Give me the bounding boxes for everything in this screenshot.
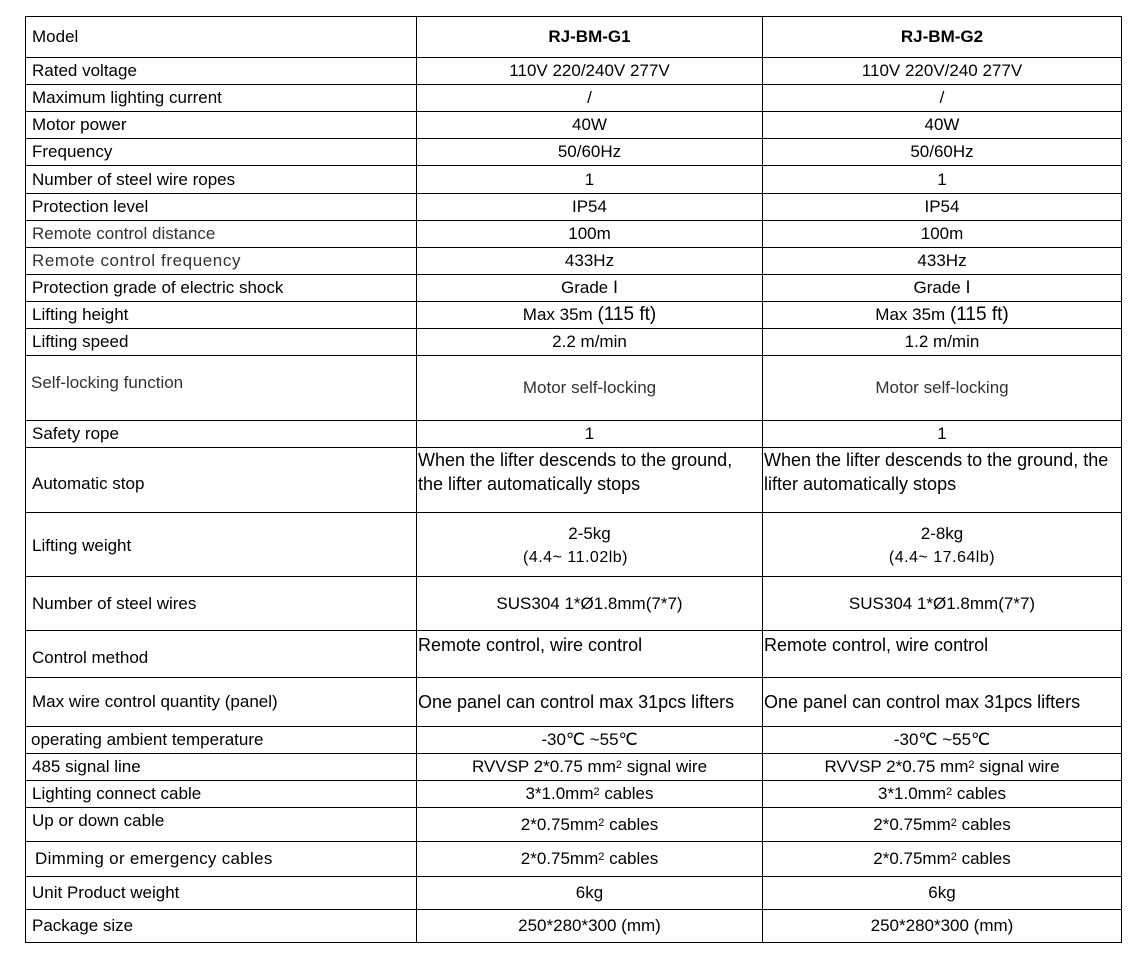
g2-value: Motor self-locking bbox=[763, 356, 1122, 421]
g2-value: One panel can control max 31pcs lifters bbox=[763, 678, 1122, 727]
g1-value: Grade Ⅰ bbox=[417, 275, 763, 302]
g2-value-main: 2*0.75mm bbox=[873, 814, 951, 834]
g1-value: 100m bbox=[417, 221, 763, 248]
g2-value: 250*280*300 (mm) bbox=[763, 910, 1122, 943]
spec-table bbox=[25, 16, 1122, 943]
row-label: Safety rope bbox=[26, 421, 417, 448]
g1-value-tail: signal wire bbox=[622, 757, 708, 776]
g1-value: / bbox=[417, 85, 763, 112]
row-label: Lifting weight bbox=[26, 513, 417, 577]
g2-superscript: 2 bbox=[946, 786, 953, 798]
g2-value: IP54 bbox=[763, 194, 1122, 221]
g1-value-feet: (115 ft) bbox=[597, 304, 657, 325]
g2-superscript: 2 bbox=[950, 851, 957, 863]
g2-value bbox=[763, 513, 1122, 577]
g2-value-tail: cables bbox=[956, 849, 1011, 868]
g1-value-pounds: (4.4~ 11.02lb) bbox=[523, 548, 628, 566]
table-row bbox=[26, 329, 1122, 356]
g2-value-main: 2-8kg bbox=[920, 523, 964, 543]
g1-value: 2.2 m/min bbox=[417, 329, 763, 356]
row-label: Self-locking function bbox=[26, 356, 417, 421]
g1-value-tail: cables bbox=[599, 784, 654, 803]
g2-value bbox=[763, 754, 1122, 781]
g1-value-tail: cables bbox=[604, 849, 659, 868]
g2-value bbox=[763, 808, 1122, 842]
g2-superscript: 2 bbox=[968, 759, 975, 771]
row-label: 485 signal line bbox=[26, 754, 417, 781]
g1-superscript: 2 bbox=[593, 786, 600, 798]
g2-value bbox=[763, 781, 1122, 808]
g2-value-main: 2*0.75mm bbox=[873, 849, 951, 868]
row-label: Motor power bbox=[26, 112, 417, 139]
g2-value: / bbox=[763, 85, 1122, 112]
table-row bbox=[26, 577, 1122, 631]
g1-value-main: 2*0.75mm bbox=[520, 814, 599, 834]
g2-value: SUS304 1*Ø1.8mm(7*7) bbox=[763, 577, 1122, 631]
g2-value-feet: (115 ft) bbox=[949, 304, 1009, 325]
row-label: Rated voltage bbox=[26, 58, 417, 85]
row-label: Unit Product weight bbox=[26, 877, 417, 910]
row-label: Lighting connect cable bbox=[26, 781, 417, 808]
row-label: Number of steel wires bbox=[26, 577, 417, 631]
table-row bbox=[26, 58, 1122, 85]
g1-value: 1 bbox=[417, 421, 763, 448]
g1-value: One panel can control max 31pcs lifters bbox=[417, 678, 763, 727]
g1-value: 433Hz bbox=[417, 248, 763, 275]
table-row bbox=[26, 248, 1122, 275]
g2-value: Grade Ⅰ bbox=[763, 275, 1122, 302]
g1-value: 250*280*300 (mm) bbox=[417, 910, 763, 943]
g1-value: 110V 220/240V 277V bbox=[417, 58, 763, 85]
row-label: Up or down cable bbox=[26, 808, 417, 842]
g2-value: 100m bbox=[763, 221, 1122, 248]
table-row bbox=[26, 112, 1122, 139]
g2-value: 110V 220V/240 277V bbox=[763, 58, 1122, 85]
g2-value: 50/60Hz bbox=[763, 139, 1122, 166]
table-row bbox=[26, 727, 1122, 754]
row-label: Package size bbox=[26, 910, 417, 943]
row-label: Automatic stop bbox=[26, 448, 417, 513]
table-row bbox=[26, 877, 1122, 910]
g2-superscript: 2 bbox=[950, 816, 957, 829]
g2-value: 1.2 m/min bbox=[763, 329, 1122, 356]
g2-value: 433Hz bbox=[763, 248, 1122, 275]
table-row bbox=[26, 302, 1122, 329]
g2-value: 6kg bbox=[763, 877, 1122, 910]
g1-value-tail: cables bbox=[604, 814, 659, 834]
g1-value bbox=[417, 302, 763, 329]
table-row bbox=[26, 221, 1122, 248]
model-g2-header: RJ-BM-G2 bbox=[763, 17, 1122, 58]
g1-value bbox=[417, 808, 763, 842]
row-label: Remote control distance bbox=[26, 221, 417, 248]
g1-value: Motor self-locking bbox=[417, 356, 763, 421]
g2-value: 1 bbox=[763, 166, 1122, 194]
g2-value bbox=[763, 842, 1122, 877]
g1-value: When the lifter descends to the ground, the lifter automatically stops bbox=[417, 448, 763, 513]
table-row bbox=[26, 631, 1122, 678]
g2-value bbox=[763, 302, 1122, 329]
g1-value bbox=[417, 781, 763, 808]
table-row bbox=[26, 356, 1122, 421]
g1-value: IP54 bbox=[417, 194, 763, 221]
g1-value bbox=[417, 754, 763, 781]
g1-superscript: 2 bbox=[598, 851, 605, 863]
g2-value-tail: cables bbox=[952, 784, 1007, 803]
g1-value: SUS304 1*Ø1.8mm(7*7) bbox=[417, 577, 763, 631]
g1-superscript: 2 bbox=[615, 759, 623, 771]
g2-value: Remote control, wire control bbox=[763, 631, 1122, 678]
row-label: Number of steel wire ropes bbox=[26, 166, 417, 194]
row-label: Protection level bbox=[26, 194, 417, 221]
g1-value-main: 2-5kg bbox=[568, 523, 611, 543]
table-row bbox=[26, 842, 1122, 877]
table-row bbox=[26, 448, 1122, 513]
table-row bbox=[26, 194, 1122, 221]
g1-value: -30℃ ~55℃ bbox=[417, 727, 763, 754]
g2-value-tail: cables bbox=[956, 814, 1011, 834]
g1-value: 6kg bbox=[417, 877, 763, 910]
g1-value-main: Max 35m bbox=[522, 305, 593, 324]
table-row bbox=[26, 275, 1122, 302]
g2-value: When the lifter descends to the ground, the lifter automatically stops bbox=[763, 448, 1122, 513]
row-label: Model bbox=[26, 17, 417, 58]
g1-value bbox=[417, 513, 763, 577]
g1-value: 50/60Hz bbox=[417, 139, 763, 166]
row-label: Remote control frequency bbox=[26, 248, 417, 275]
table-row bbox=[26, 166, 1122, 194]
g1-value: 40W bbox=[417, 112, 763, 139]
g1-superscript: 2 bbox=[598, 816, 605, 829]
row-label: Control method bbox=[26, 631, 417, 678]
table-row bbox=[26, 910, 1122, 943]
g2-value-pounds: (4.4~ 17.64lb) bbox=[888, 548, 996, 566]
g1-value bbox=[417, 842, 763, 877]
model-g1-header: RJ-BM-G1 bbox=[417, 17, 763, 58]
g2-value-main: RVVSP 2*0.75 mm bbox=[824, 757, 969, 776]
row-label: Dimming or emergency cables bbox=[26, 842, 417, 877]
table-row bbox=[26, 513, 1122, 577]
row-label: Frequency bbox=[26, 139, 417, 166]
row-label: Protection grade of electric shock bbox=[26, 275, 417, 302]
g1-value-main: 3*1.0mm bbox=[525, 784, 594, 803]
table-row bbox=[26, 139, 1122, 166]
table-row bbox=[26, 754, 1122, 781]
table-row bbox=[26, 678, 1122, 727]
g1-value-main: RVVSP 2*0.75 mm bbox=[471, 757, 616, 776]
table-row-model bbox=[26, 17, 1122, 58]
row-label: Maximum lighting current bbox=[26, 85, 417, 112]
row-label: Lifting speed bbox=[26, 329, 417, 356]
row-label: Max wire control quantity (panel) bbox=[26, 678, 417, 727]
table-row bbox=[26, 808, 1122, 842]
g1-value: 1 bbox=[417, 166, 763, 194]
table-row bbox=[26, 85, 1122, 112]
row-label: operating ambient temperature bbox=[26, 727, 417, 754]
g2-value: -30℃ ~55℃ bbox=[763, 727, 1122, 754]
table-row bbox=[26, 781, 1122, 808]
g1-value: Remote control, wire control bbox=[417, 631, 763, 678]
g2-value-main: 3*1.0mm bbox=[877, 784, 947, 803]
g2-value: 1 bbox=[763, 421, 1122, 448]
g1-value-main: 2*0.75mm bbox=[520, 849, 599, 868]
g2-value: 40W bbox=[763, 112, 1122, 139]
table-row bbox=[26, 421, 1122, 448]
g2-value-tail: signal wire bbox=[974, 757, 1060, 776]
g2-value-main: Max 35m bbox=[875, 305, 946, 324]
row-label: Lifting height bbox=[26, 302, 417, 329]
